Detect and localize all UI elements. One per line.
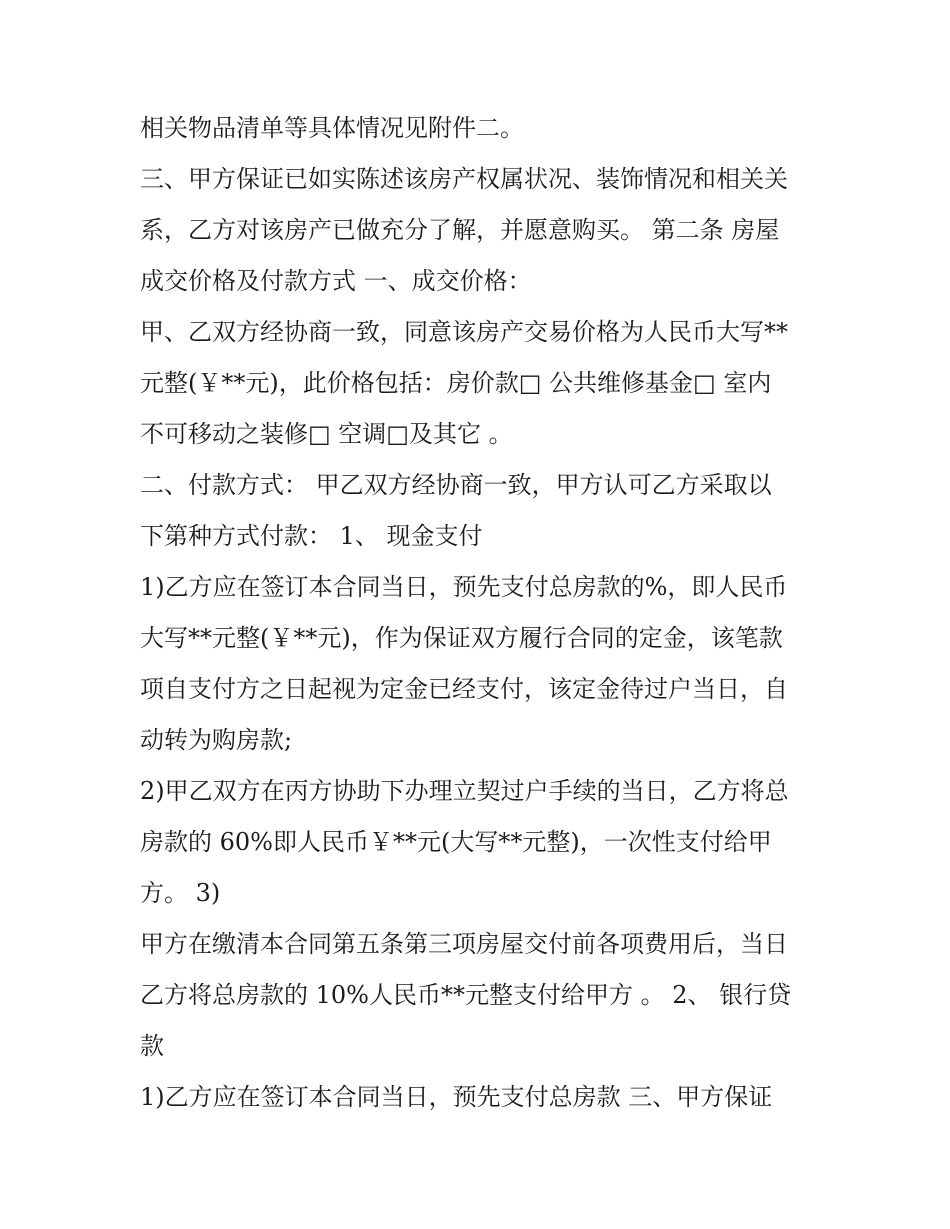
text-line: 项自支付方之日起视为定金已经支付，该定金待过户当日，自 xyxy=(140,675,788,703)
text-line: 甲方在缴清本合同第五条第三项房屋交付前各项费用后，当日 xyxy=(140,930,788,958)
text-line: 成交价格及付款方式 一、成交价格： xyxy=(140,267,532,295)
text-line: 大写**元整(￥**元)，作为保证双方履行合同的定金，该笔款 xyxy=(140,624,783,652)
text-line: 乙方将总房款的 10%人民币**元整支付给甲方 。 2、 银行贷 xyxy=(140,981,792,1009)
text-line: 2)甲乙双方在丙方协助下办理立契过户手续的当日，乙方将总 xyxy=(140,777,789,805)
text-line: 元整(￥**元)，此价格包括：房价款□ 公共维修基金□ 室内 xyxy=(140,369,772,397)
text-line: 三、甲方保证已如实陈述该房产权属状况、装饰情况和相关关 xyxy=(140,165,788,193)
text-line: 1)乙方应在签订本合同当日，预先支付总房款 三、甲方保证 xyxy=(140,1083,773,1111)
text-line: 相关物品清单等具体情况见附件二。 xyxy=(140,114,524,142)
text-line: 不可移动之装修□ 空调□及其它 。 xyxy=(140,420,513,448)
text-line: 下第种方式付款： 1、 现金支付 xyxy=(140,522,483,550)
text-line: 1)乙方应在签订本合同当日，预先支付总房款的%，即人民币 xyxy=(140,573,788,601)
text-line: 系，乙方对该房产已做充分了解，并愿意购买。 第二条 房屋 xyxy=(140,216,780,244)
text-line: 房款的 60%即人民币￥**元(大写**元整)，一次性支付给甲 xyxy=(140,828,772,856)
text-line: 甲、乙双方经协商一致，同意该房产交易价格为人民币大写** xyxy=(140,318,788,346)
text-line: 款 xyxy=(140,1032,164,1060)
text-line: 二、付款方式： 甲乙双方经协商一致，甲方认可乙方采取以 xyxy=(140,471,772,499)
text-line: 方。 3) xyxy=(140,879,221,907)
text-line: 动转为购房款; xyxy=(140,726,293,754)
